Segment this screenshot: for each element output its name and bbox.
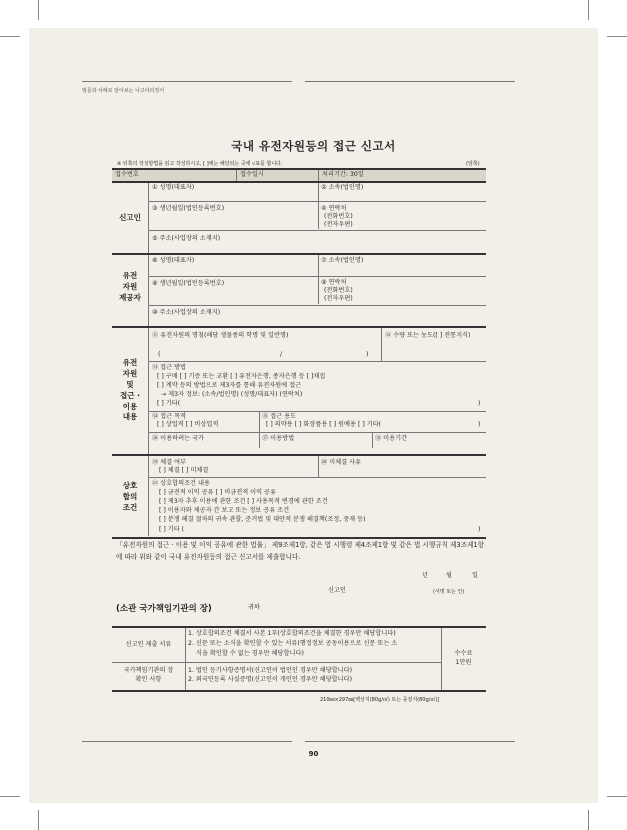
divider bbox=[318, 170, 319, 181]
target-country: ⑯ 이용하려는 국가 bbox=[152, 435, 204, 442]
paper-spec: 210㎜×297㎜[백상지(80g/㎡) 또는 중질지(80g/㎡)] bbox=[320, 697, 440, 703]
fee-value: 1만원 bbox=[455, 659, 472, 666]
applicant-phone: (전화번호) bbox=[324, 213, 353, 220]
applicant-doc-1: 1. 상호합의조건 체결서 사본 1부(상호합의조건을 체결한 경우만 해당합니다) bbox=[188, 630, 396, 637]
divider bbox=[236, 170, 237, 181]
applicant-contact: ④ 연락처 bbox=[321, 205, 347, 212]
addressee-title: (소관 국가책임기관의 장) bbox=[116, 604, 212, 614]
row-rule bbox=[148, 411, 486, 412]
mat-concluded: ⑲ 체결 여부 bbox=[152, 459, 187, 466]
section-rule bbox=[112, 253, 486, 255]
row-rule bbox=[148, 305, 486, 306]
quantity: ⑫ 수량 또는 농도([ ] 전통지식) bbox=[385, 332, 471, 339]
purpose-options: [ ] 상업적 [ ] 비상업적 bbox=[157, 421, 219, 428]
agency-doc-2: 2. 외국인등록 사실증명(신고인이 개인인 경우만 해당합니다) bbox=[188, 676, 353, 683]
receipt-band bbox=[112, 170, 486, 181]
addressee-suffix: 귀하 bbox=[248, 604, 260, 611]
method-option-3: → 제3자 정보: (소속/법인명) (성명/대표자) (연락처) bbox=[161, 391, 303, 398]
section-mat-label: 상호 합의 조건 bbox=[122, 481, 138, 512]
divider bbox=[259, 433, 260, 448]
method-option-4-close: ) bbox=[478, 400, 481, 407]
mat-item: [ ] 기타 ( bbox=[159, 526, 185, 533]
instructions: ※ 뒤쪽의 작성방법을 읽고 작성하시고, [ ]에는 해당되는 곳에 √표를 합니다. bbox=[117, 161, 283, 167]
mat-concluded-options: [ ] 체결 [ ] 미체결 bbox=[159, 467, 209, 474]
row-rule bbox=[148, 361, 486, 362]
crop-mark bbox=[0, 796, 20, 797]
mat-item: [ ] 제3자 추후 이용에 관한 조건 [ ] 사용목적 변경에 관한 조건 bbox=[159, 498, 328, 505]
row-rule bbox=[148, 432, 486, 433]
use-method: ⑰ 이용방법 bbox=[262, 435, 295, 442]
label-column-divider bbox=[148, 183, 149, 536]
provider-email: (전자우편) bbox=[324, 295, 353, 302]
date-month: 월 bbox=[446, 572, 452, 579]
crop-mark bbox=[607, 796, 627, 797]
crop-mark bbox=[588, 810, 589, 830]
signer-sign: (서명 또는 인) bbox=[433, 589, 465, 595]
row-rule bbox=[148, 276, 486, 277]
section-rule bbox=[112, 537, 486, 539]
divider bbox=[372, 433, 373, 448]
mat-reason: ⑳ 미체결 사유 bbox=[321, 459, 362, 466]
resource-paren-close: ) bbox=[366, 351, 369, 358]
agency-label-2: 확인 사항 bbox=[135, 676, 162, 683]
method-option-2: [ ] 계약 등의 방법으로 제3자를 통해 유전자원에 접근 bbox=[157, 382, 302, 389]
provider-affiliation: ⑦ 소속(법인명) bbox=[321, 257, 364, 264]
section-applicant-label: 신고인 bbox=[119, 213, 141, 222]
signer-label: 신고인 bbox=[328, 587, 346, 594]
resource-paren-open: ( bbox=[158, 351, 161, 358]
attach-top-rule bbox=[112, 626, 486, 628]
fee-label: 수수료 bbox=[454, 650, 473, 657]
footer-rule bbox=[305, 741, 515, 742]
use-period: ⑱ 이용기간 bbox=[375, 435, 408, 442]
receipt-date: 접수일시 bbox=[240, 171, 264, 178]
provider-contact: ⑨ 연락처 bbox=[321, 279, 347, 286]
date-day: 일 bbox=[472, 572, 478, 579]
divider bbox=[259, 412, 260, 432]
applicant-birth: ③ 생년월일(법인등록번호) bbox=[152, 205, 225, 212]
page-number: 90 bbox=[308, 750, 319, 758]
applicant-doc-2a: 2. 신문 또는 소식을 확인할 수 있는 서류(행정정보 공동이용으로 신문 또는 소 bbox=[188, 640, 398, 647]
mat-content-title: ㉑ 상호합의조건 내용 bbox=[152, 480, 210, 487]
processing-period: 처리기간: 30일 bbox=[322, 171, 364, 178]
resource-name: ⑪ 유전자원의 명칭(해당 생물종의 학명 및 일반명) bbox=[152, 332, 289, 339]
applicant-address: ⑤ 주소(사업장의 소재지) bbox=[152, 235, 221, 242]
mat-item: [ ] 금전적 이익 공유 [ ] 비금전적 이익 공유 bbox=[159, 489, 277, 496]
purpose-title: ⑭ 접근 목적 bbox=[152, 413, 187, 420]
use-title: ⑮ 접근 용도 bbox=[262, 413, 297, 420]
row-rule bbox=[148, 477, 486, 478]
use-options-close: ) bbox=[478, 421, 481, 428]
use-options: [ ] 의약용 [ ] 화장품용 [ ] 원예용 [ ] 기타( bbox=[266, 421, 382, 428]
section-rule bbox=[112, 326, 486, 328]
row-rule bbox=[112, 662, 441, 663]
row-rule bbox=[148, 201, 486, 202]
crop-mark bbox=[38, 0, 39, 20]
row-rule bbox=[148, 230, 486, 231]
crop-mark bbox=[607, 36, 627, 37]
footer-rule bbox=[82, 741, 292, 742]
agency-doc-1: 1. 법인 등기사항증명서(신고인이 법인인 경우만 해당합니다) bbox=[188, 667, 353, 674]
mat-other-close: ) bbox=[478, 526, 481, 533]
divider bbox=[318, 255, 319, 304]
method-option-1: [ ] 구매 [ ] 기증 또는 교환 [ ] 유전자은행, 종자은행 등 [ ]채집 bbox=[157, 373, 326, 380]
applicant-affiliation: ② 소속(법인명) bbox=[321, 184, 364, 191]
divider bbox=[318, 456, 319, 477]
resource-slash: / bbox=[280, 351, 283, 358]
crop-mark bbox=[0, 36, 20, 37]
receipt-bottom-rule bbox=[112, 181, 486, 183]
method-option-4: [ ] 기타( bbox=[157, 400, 181, 407]
method-title: ⑬ 접근 방법 bbox=[152, 364, 187, 371]
provider-birth: ⑧ 생년월일(법인등록번호) bbox=[152, 280, 225, 287]
declaration: 「유전자원의 접근 · 이용 및 이익 공유에 관한 법률」 제9조제1항, 같은 법 시행령 제4조제1항 및 같은 법 시행규칙 제3조제1항에 따라 위와 같이 국내 유전자원등의 접근 신고서를 제출합니다. bbox=[116, 541, 484, 561]
applicant-doc-2b: 식을 확인할 수 없는 경우만 해당합니다) bbox=[196, 650, 304, 657]
mat-item: [ ] 분쟁 해결 절차의 귀속 관할, 준거법 및 대안적 분쟁 해결책(조정, 중재 등) bbox=[159, 516, 366, 523]
crop-mark bbox=[38, 810, 39, 830]
attach-bottom-rule bbox=[112, 690, 486, 692]
running-header: 범문과 사례로 알아보는 나고야의정서 bbox=[82, 88, 165, 94]
date-year: 년 bbox=[422, 572, 428, 579]
divider bbox=[381, 328, 382, 361]
header-rule bbox=[82, 81, 292, 82]
applicant-email: (전자우편) bbox=[324, 221, 353, 228]
divider bbox=[318, 183, 319, 229]
receipt-number: 접수번호 bbox=[115, 171, 139, 178]
section-access-label: 유전 자원 및 접근 · 이용 내용 bbox=[120, 358, 140, 422]
section-provider-label: 유전 자원 제공자 bbox=[119, 271, 141, 302]
divider bbox=[185, 628, 186, 690]
side-note: (앞쪽) bbox=[466, 161, 480, 167]
provider-phone: (전화번호) bbox=[324, 287, 353, 294]
mat-item: [ ] 이용자와 제공자 간 보고 또는 정보 공유 조건 bbox=[159, 507, 290, 514]
applicant-name: ① 성명(대표자) bbox=[152, 184, 195, 191]
provider-name: ⑥ 성명(대표자) bbox=[152, 257, 195, 264]
section-rule bbox=[112, 454, 486, 456]
applicant-docs-label: 신고인 제출 서류 bbox=[125, 641, 172, 648]
form-title: 국내 유전자원등의 접근 신고서 bbox=[231, 139, 396, 153]
agency-label-1: 국가책임기관의 장 bbox=[123, 667, 174, 674]
header-rule bbox=[305, 81, 515, 82]
provider-address: ⑩ 주소(사업장의 소재지) bbox=[152, 309, 221, 316]
crop-mark bbox=[588, 0, 589, 20]
